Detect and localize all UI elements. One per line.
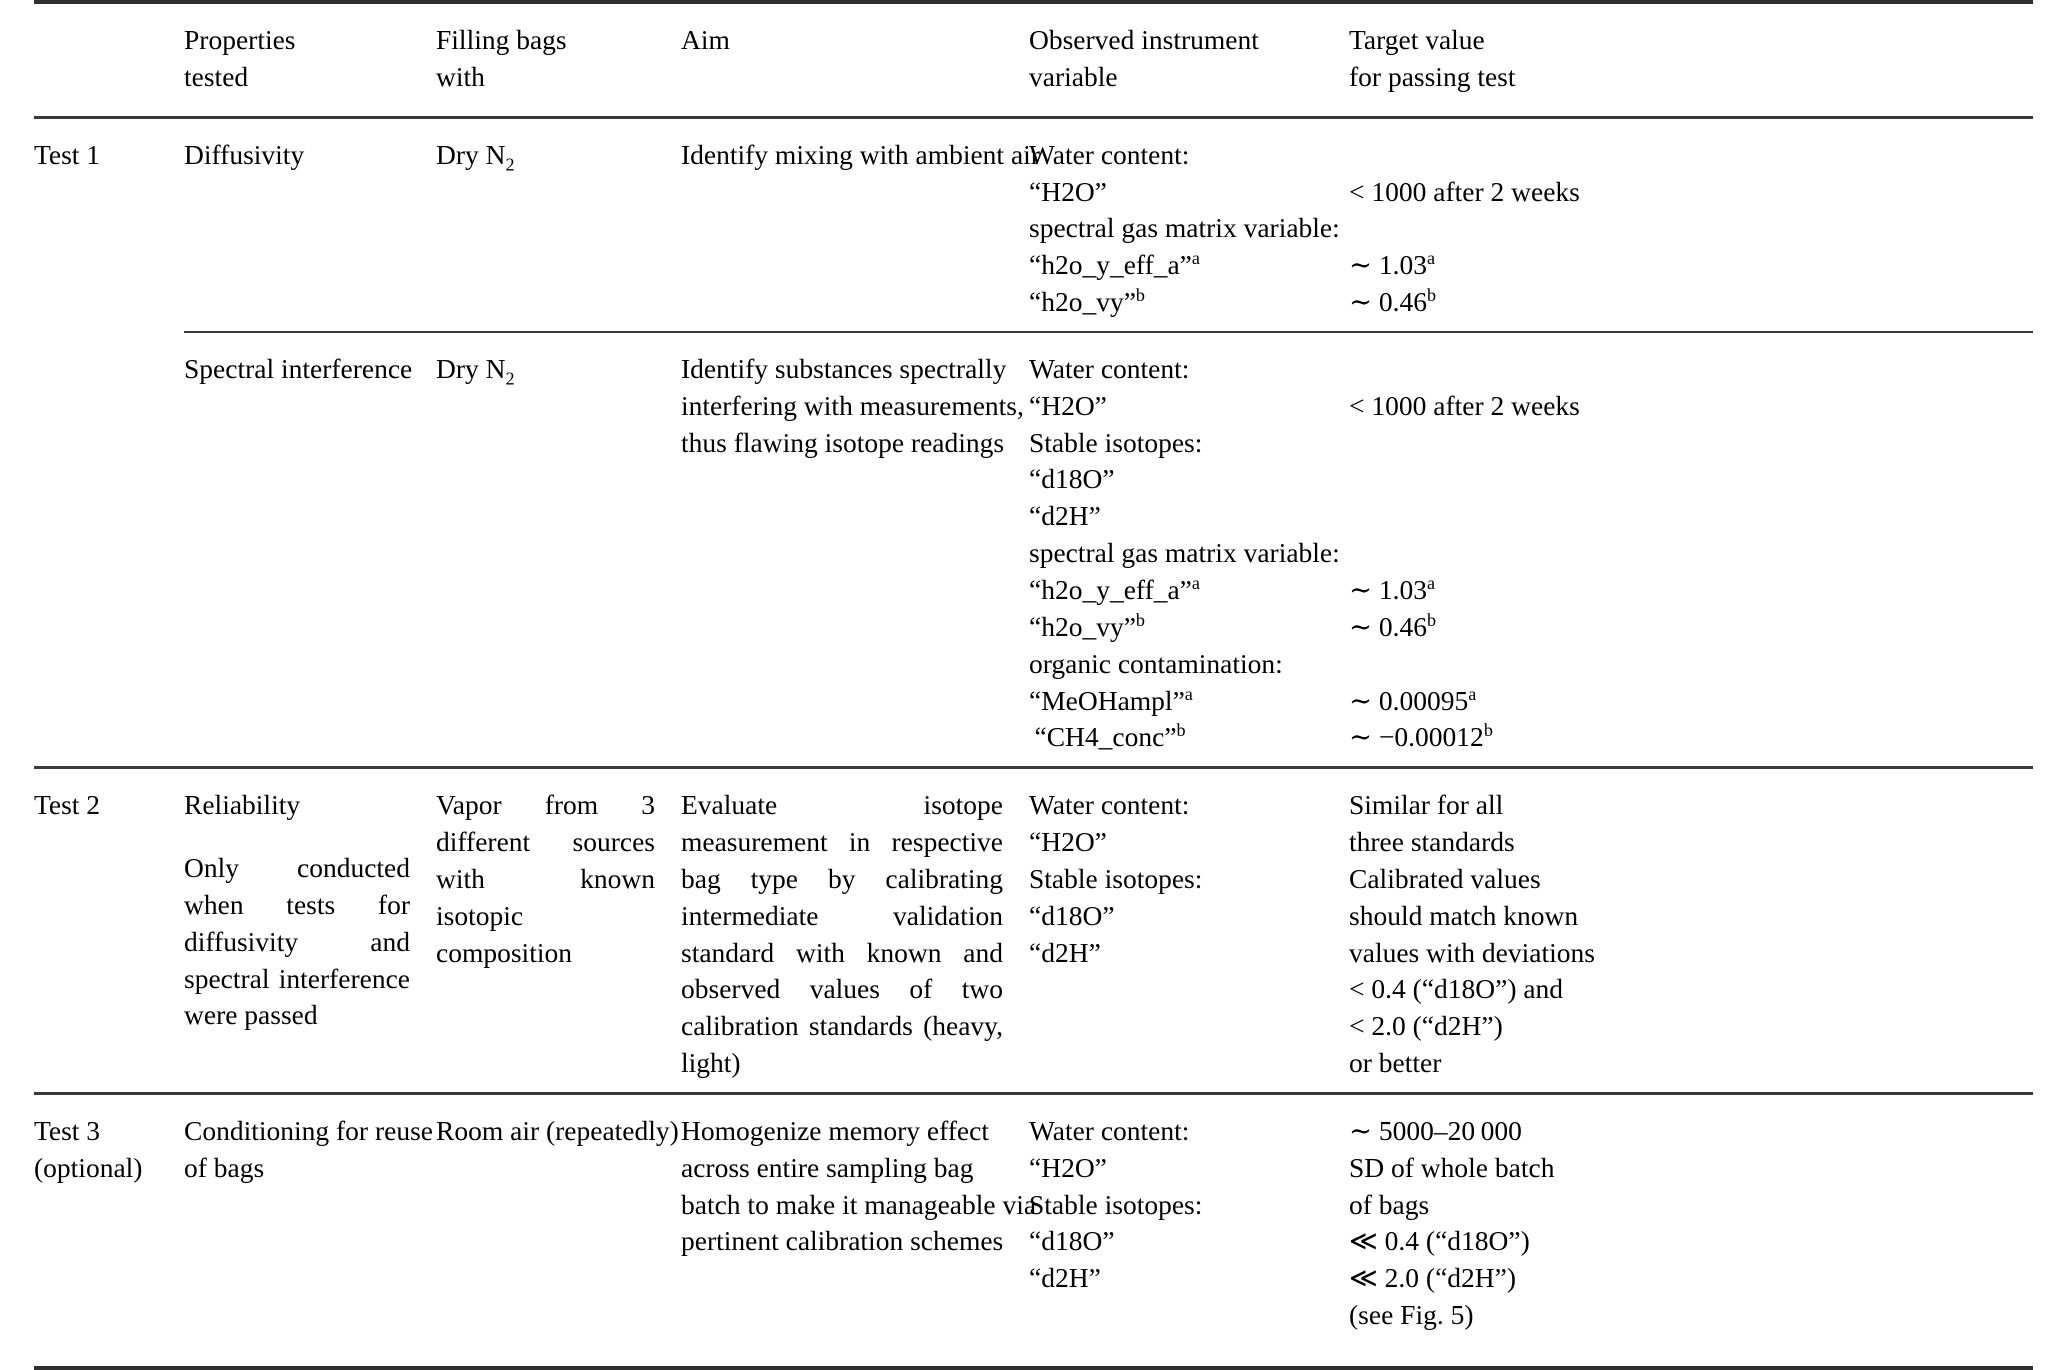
footnote-marker: a xyxy=(1468,683,1477,704)
target-line xyxy=(1349,461,2033,498)
target-line xyxy=(1349,210,2033,247)
filling-line xyxy=(436,351,657,388)
target-line: should match known xyxy=(1349,899,1579,931)
observed-line: Water content: xyxy=(1029,352,1190,384)
observed-line: “H2O” xyxy=(1029,1151,1107,1183)
target-line: < 1000 after 2 weeks xyxy=(1349,175,1580,207)
cell-target-value xyxy=(1349,119,2033,331)
test-label: Test 1 xyxy=(34,138,101,170)
test-label: Test 3 xyxy=(34,1114,101,1146)
aim-line: batch to make it manageable via xyxy=(681,1188,1037,1220)
observed-line: spectral gas matrix variable: xyxy=(1029,212,1340,244)
target-line xyxy=(1349,498,2033,535)
footnote-marker: a xyxy=(1191,572,1200,593)
observed-line: Stable isotopes: xyxy=(1029,1188,1203,1220)
table-row xyxy=(34,769,2033,1092)
footnote-marker: a xyxy=(1427,248,1436,269)
cell-filling xyxy=(436,333,681,766)
observed-text: “h2o_y_eff_a” xyxy=(1029,249,1192,281)
footnote-marker: a xyxy=(1191,248,1200,269)
cell-aim xyxy=(681,333,1029,766)
target-text: ∼ 0.00095 xyxy=(1349,684,1469,716)
observed-line: Water content: xyxy=(1029,138,1190,170)
observed-line: “H2O” xyxy=(1029,389,1107,421)
footnote-marker: b xyxy=(1135,609,1145,630)
aim-line: interfering with measurements, xyxy=(681,389,1024,421)
target-line xyxy=(1349,646,2033,683)
observed-text: “h2o_vy” xyxy=(1029,286,1136,318)
target-line: < 2.0 (“d2H”) xyxy=(1349,1010,1503,1042)
target-line xyxy=(1349,425,2033,462)
header-observed-line2: variable xyxy=(1029,60,1118,92)
observed-text: “MeOHampl” xyxy=(1029,684,1185,716)
cell-filling xyxy=(436,769,681,1092)
target-line xyxy=(1349,247,2033,284)
target-line: ∼ 5000–20 000 xyxy=(1349,1114,1522,1146)
aim-line: Homogenize memory effect xyxy=(681,1114,989,1146)
observed-line xyxy=(1029,572,1325,609)
test-label-optional: (optional) xyxy=(34,1151,143,1183)
observed-line xyxy=(1029,719,1325,756)
target-text: ∼ 0.46 xyxy=(1349,286,1428,318)
cell-aim xyxy=(681,119,1040,331)
target-line xyxy=(1349,609,2033,646)
target-line xyxy=(1349,572,2033,609)
target-line xyxy=(1349,284,2033,321)
observed-line xyxy=(1029,683,1325,720)
target-line: Calibrated values xyxy=(1349,862,1541,894)
table-row xyxy=(34,119,2033,331)
table-header-row xyxy=(34,4,2033,116)
footnote-marker: b xyxy=(1427,609,1437,630)
target-line: < 1000 after 2 weeks xyxy=(1349,389,1580,421)
observed-line: “d18O” xyxy=(1029,1225,1115,1257)
filling-base: Dry N xyxy=(436,352,506,384)
properties-line: Diffusivity xyxy=(184,138,305,170)
header-properties-line1: Properties xyxy=(184,24,296,55)
filling-subscript: 2 xyxy=(505,368,515,389)
observed-line: “d2H” xyxy=(1029,936,1101,968)
observed-line: “d2H” xyxy=(1029,1262,1101,1294)
observed-line: Water content: xyxy=(1029,789,1190,821)
target-line: (see Fig. 5) xyxy=(1349,1299,1474,1331)
observed-line: “H2O” xyxy=(1029,175,1107,207)
cell-target-value xyxy=(1349,1095,2033,1344)
target-line: SD of whole batch xyxy=(1349,1151,1555,1183)
filling-paragraph: Vapor from 3 different sources with known isotopic composition xyxy=(436,789,655,968)
target-line: of bags xyxy=(1349,1188,1430,1220)
header-filling-line2: with xyxy=(436,60,485,92)
properties-line: Conditioning for reuse xyxy=(184,1114,433,1146)
target-line xyxy=(1349,683,2033,720)
observed-line xyxy=(1029,609,1325,646)
cell-filling xyxy=(436,119,681,331)
footnote-marker: b xyxy=(1483,720,1493,741)
cell-properties xyxy=(184,1095,436,1344)
header-aim xyxy=(681,4,1029,116)
cell-aim xyxy=(681,769,1029,1092)
observed-line xyxy=(1029,247,1325,284)
observed-line: “d18O” xyxy=(1029,899,1115,931)
observed-line xyxy=(1029,284,1325,321)
filling-line xyxy=(436,137,657,174)
target-line: values with deviations xyxy=(1349,936,1595,968)
properties-line: Spectral interference xyxy=(184,352,413,384)
cell-target-value xyxy=(1349,769,2033,1092)
header-target-value xyxy=(1349,4,2033,116)
target-text: ∼ 1.03 xyxy=(1349,573,1428,605)
filling-line: Room air (repeatedly) xyxy=(436,1114,679,1146)
target-line: Similar for all xyxy=(1349,789,1504,821)
filling-base: Dry N xyxy=(436,138,506,170)
cell-test-label xyxy=(34,769,184,1092)
cell-properties xyxy=(184,333,436,766)
cell-test-label xyxy=(34,1095,184,1344)
observed-line: “H2O” xyxy=(1029,826,1107,858)
target-line xyxy=(1349,535,2033,572)
footnote-marker: b xyxy=(1176,720,1186,741)
cell-test-label xyxy=(34,119,184,331)
cell-observed-variable xyxy=(1029,333,1349,766)
cell-aim xyxy=(681,1095,1037,1344)
observed-line: Stable isotopes: xyxy=(1029,426,1203,458)
table-row xyxy=(34,1095,2033,1344)
aim-line: Identify substances spectrally xyxy=(681,352,1007,384)
aim-line: across entire sampling bag xyxy=(681,1151,974,1183)
observed-line: Stable isotopes: xyxy=(1029,862,1203,894)
properties-line: of bags xyxy=(184,1151,265,1183)
observed-text: “h2o_y_eff_a” xyxy=(1029,573,1192,605)
filling-subscript: 2 xyxy=(505,154,515,175)
cell-target-value xyxy=(1349,333,2033,766)
observed-line: spectral gas matrix variable: xyxy=(1029,537,1340,569)
target-text: ∼ 1.03 xyxy=(1349,249,1428,281)
cell-filling xyxy=(436,1095,681,1344)
cell-properties xyxy=(184,769,436,1092)
header-target-line1: Target value xyxy=(1349,24,1485,55)
cell-observed-variable xyxy=(1029,769,1349,1092)
observed-text: “h2o_vy” xyxy=(1029,610,1136,642)
header-observed-line1: Observed instrument xyxy=(1029,24,1259,55)
header-aim-line1: Aim xyxy=(681,24,730,55)
target-line: ≪ 0.4 (“d18O”) xyxy=(1349,1225,1530,1257)
footnote-marker: a xyxy=(1184,683,1193,704)
aim-paragraph: Evaluate isotope measurement in respective bag type by calibrating intermediate validation standard with known and observed values of two calibration standards (heavy, light) xyxy=(681,789,1003,1079)
target-text: ∼ −0.00012 xyxy=(1349,721,1484,753)
header-target-line2: for passing test xyxy=(1349,60,1516,92)
target-line: three standards xyxy=(1349,826,1515,858)
target-line: ≪ 2.0 (“d2H”) xyxy=(1349,1262,1517,1294)
footnote-marker: b xyxy=(1427,284,1437,305)
target-line xyxy=(1349,351,2033,388)
observed-line: “d18O” xyxy=(1029,463,1115,495)
footnote-marker: b xyxy=(1135,284,1145,305)
properties-paragraph-1: Reliability xyxy=(184,789,301,821)
target-line: < 0.4 (“d18O”) and xyxy=(1349,973,1564,1005)
header-filling xyxy=(436,4,681,116)
properties-paragraph-2: Only conducted when tests for diffusivity and spectral interference were passed xyxy=(184,852,410,1031)
header-aim-line2 xyxy=(681,59,1029,96)
header-properties xyxy=(184,4,436,116)
cell-observed-variable xyxy=(1029,119,1349,331)
aim-line: thus flawing isotope readings xyxy=(681,426,1005,458)
header-observed-variable xyxy=(1029,4,1349,116)
header-filling-line1: Filling bags xyxy=(436,24,567,55)
cell-observed-variable xyxy=(1029,1095,1349,1344)
observed-line: “d2H” xyxy=(1029,500,1101,532)
target-text: ∼ 0.46 xyxy=(1349,610,1428,642)
cell-test-label xyxy=(34,333,184,766)
footnote-marker: a xyxy=(1427,572,1436,593)
table-row xyxy=(34,333,2033,766)
observed-text: “CH4_conc” xyxy=(1029,721,1177,753)
table-bottom-rule xyxy=(34,1366,2033,1370)
test-protocol-table xyxy=(34,0,2033,1370)
cell-properties xyxy=(184,119,436,331)
observed-line: Water content: xyxy=(1029,1114,1190,1146)
header-test xyxy=(34,4,184,116)
test-label: Test 2 xyxy=(34,789,101,821)
target-line xyxy=(1349,137,2033,174)
aim-line: Identify mixing with ambient air xyxy=(681,138,1040,170)
target-line: or better xyxy=(1349,1047,1442,1079)
aim-line: pertinent calibration schemes xyxy=(681,1225,1004,1257)
target-line xyxy=(1349,719,2033,756)
header-properties-line2: tested xyxy=(184,60,249,92)
observed-line: organic contamination: xyxy=(1029,647,1283,679)
table-bottom-spacer xyxy=(34,1344,2033,1366)
